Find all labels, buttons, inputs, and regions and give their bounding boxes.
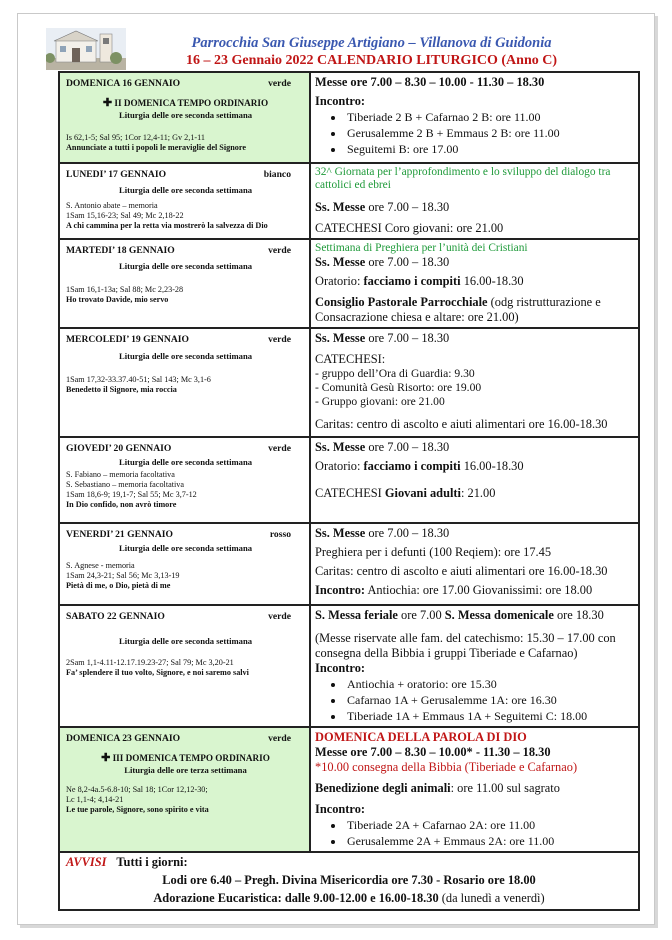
liturgical-color: verde xyxy=(268,443,291,454)
day-cell-left xyxy=(59,437,310,523)
oratorio-activity: facciamo i compiti xyxy=(363,274,461,288)
adorazione-note: (da lunedì a venerdì) xyxy=(441,891,545,905)
avvisi-line2 xyxy=(66,891,632,906)
day-cell-right xyxy=(310,523,639,605)
parish-title: Parrocchia San Giuseppe Artigiano – Villanova di Guidonia xyxy=(191,35,552,51)
motto: Fa’ splendere il tuo volto, Signore, e noi saremo salvi xyxy=(66,668,249,677)
liturgical-color: verde xyxy=(268,245,291,256)
catechesi-label: CATECHESI xyxy=(315,486,382,500)
benedizione-details: : ore 11.00 sul sagrato xyxy=(450,781,560,795)
masses-label: Ss. Messe xyxy=(315,526,366,540)
list-item: - Gruppo giovani: ore 21.00 xyxy=(315,395,445,408)
liturgy-hours: Liturgia delle ore seconda settimana xyxy=(118,185,253,195)
readings: Ne 8,2-4a.5-6.8-10; Sal 18; 1Cor 12,12-30; xyxy=(66,785,208,794)
masses-time: ore 7.00 – 18.30 xyxy=(368,200,450,214)
day-title: LUNEDI’ 17 GENNAIO xyxy=(66,169,167,180)
adorazione-text: Adorazione Eucaristica: dalle 9.00-12.00 e 16.00-18.30 xyxy=(153,891,439,905)
table-row xyxy=(59,328,639,437)
oratorio-label: Oratorio: xyxy=(315,274,361,288)
liturgy-hours: Liturgia delle ore seconda settimana xyxy=(118,457,253,467)
saint: S. Fabiano – memoria facoltativa xyxy=(66,470,175,479)
benedizione-label: Benedizione degli animali xyxy=(315,781,451,795)
avvisi-intro: Tutti i giorni: xyxy=(116,855,188,869)
motto: Pietà di me, o Dio, pietà di me xyxy=(66,581,171,590)
incontro-list xyxy=(315,109,634,157)
liturgy-hours: Liturgia delle ore seconda settimana xyxy=(118,261,253,271)
calendar-title: 16 – 23 Gennaio 2022 CALENDARIO LITURGICO (Anno C) xyxy=(185,53,558,68)
day-title: SABATO 22 GENNAIO xyxy=(66,611,165,622)
masses-time: ore 7.00 – 18.30 xyxy=(368,331,450,345)
day-title: MARTEDI’ 18 GENNAIO xyxy=(66,245,175,256)
motto: Annunciate a tutti i popoli le meraviglie del Signore xyxy=(66,143,246,152)
feast-name: III DOMENICA TEMPO ORDINARIO xyxy=(112,753,270,763)
table-row xyxy=(59,852,639,910)
day-cell-left xyxy=(59,239,310,328)
masses-label: Ss. Messe xyxy=(315,255,366,269)
feriale-label: S. Messa feriale xyxy=(315,608,398,622)
feast-title xyxy=(66,96,305,109)
oratorio-label: Oratorio: xyxy=(315,459,361,473)
table-row xyxy=(59,523,639,605)
oratorio-time: 16.00-18.30 xyxy=(463,274,524,288)
list-item: - gruppo dell’Ora di Guardia: 9.30 xyxy=(315,367,475,380)
cross-icon: ✚ xyxy=(102,97,113,109)
readings: 1Sam 17,32-33.37.40-51; Sal 143; Mc 3,1-6 xyxy=(66,375,211,384)
list-item: • Cafarnao 1A + Gerusalemme 1A: ore 16.30 xyxy=(345,692,634,708)
feriale-time: ore 7.00 xyxy=(401,608,442,622)
liturgical-color: verde xyxy=(268,334,291,345)
readings: Is 62,1-5; Sal 95; 1Cor 12,4-11; Gv 2,1-11 xyxy=(66,133,206,142)
table-row xyxy=(59,727,639,852)
liturgy-hours: Liturgia delle ore seconda settimana xyxy=(118,543,253,553)
catechesi-time: : 21.00 xyxy=(460,486,496,500)
motto: Le tue parole, Signore, sono spirito e vita xyxy=(66,805,209,814)
liturgy-hours: Liturgia delle ore seconda settimana xyxy=(118,110,253,120)
domenicale-label: S. Messa domenicale xyxy=(444,608,554,622)
liturgical-color: verde xyxy=(268,733,291,744)
saint: S. Agnese - memoria xyxy=(66,561,135,570)
incontro-list xyxy=(315,817,634,849)
preghiera: Preghiera per i defunti (100 Reqiem): ore 17.45 xyxy=(315,545,552,559)
incontro-details: Antiochia: ore 17.00 Giovanissimi: ore 18.00 xyxy=(367,583,593,597)
day-title: DOMENICA 16 GENNAIO xyxy=(66,78,181,89)
caritas: Caritas: centro di ascolto e aiuti alimentari ore 16.00-18.30 xyxy=(315,417,608,431)
special-note: Settimana di Preghiera per l’unità dei Cristiani xyxy=(315,242,528,254)
table-row xyxy=(59,72,639,163)
domenicale-time: ore 18.30 xyxy=(556,608,604,622)
oratorio-activity: facciamo i compiti xyxy=(363,459,461,473)
day-title: GIOVEDI’ 20 GENNAIO xyxy=(66,443,172,454)
readings: 1Sam 18,6-9; 19,1-7; Sal 55; Mc 3,7-12 xyxy=(66,490,197,499)
table-row xyxy=(59,239,639,328)
liturgy-hours: Liturgia delle ore seconda settimana xyxy=(118,351,253,361)
catechesi-label: CATECHESI: xyxy=(315,352,386,366)
day-cell-left xyxy=(59,328,310,437)
list-item: • Antiochia + oratorio: ore 15.30 xyxy=(345,676,634,692)
liturgical-color: verde xyxy=(268,611,291,622)
avvisi-line1: Lodi ore 6.40 – Pregh. Divina Misericordia ore 7.30 - Rosario ore 18.00 xyxy=(162,873,536,887)
day-cell-left xyxy=(59,523,310,605)
masses: Messe ore 7.00 – 8.30 – 10.00 - 11.30 – 18.30 xyxy=(315,75,545,89)
liturgy-hours: Liturgia delle ore seconda settimana xyxy=(118,636,253,646)
day-title: DOMENICA 23 GENNAIO xyxy=(66,733,181,744)
day-title: VENERDI’ 21 GENNAIO xyxy=(66,529,173,540)
masses-time: ore 7.00 – 18.30 xyxy=(368,440,450,454)
readings: Lc 1,1-4; 4,14-21 xyxy=(66,795,124,804)
oratorio-time: 16.00-18.30 xyxy=(463,459,524,473)
incontro-label: Incontro: xyxy=(315,583,366,597)
day-cell-right xyxy=(310,727,639,852)
masses-label: Ss. Messe xyxy=(315,200,366,214)
asterisk-note: *10.00 consegna della Bibbia (Tiberiade e Cafarnao) xyxy=(315,760,578,774)
church-logo-image xyxy=(46,28,126,70)
day-cell-left xyxy=(59,727,310,852)
masses: Messe ore 7.00 – 8.30 – 10.00* - 11.30 – 18.30 xyxy=(315,745,551,759)
day-cell-left xyxy=(59,72,310,163)
incontro-label: Incontro: xyxy=(315,661,366,675)
liturgical-color: bianco xyxy=(263,169,291,180)
special-day-title: DOMENICA DELLA PAROLA DI DIO xyxy=(315,730,527,744)
list-item: • Seguitemi B: ore 17.00 xyxy=(345,141,634,157)
day-cell-right xyxy=(310,605,639,727)
liturgical-calendar-table xyxy=(58,71,640,911)
list-item: • Tiberiade 2 B + Cafarnao 2 B: ore 11.00 xyxy=(345,109,634,125)
motto: In Dio confido, non avrò timore xyxy=(66,500,177,509)
saint: S. Sebastiano – memoria facoltativa xyxy=(66,480,185,489)
feast-title xyxy=(66,751,305,764)
avvisi-cell xyxy=(59,852,639,910)
readings: 1Sam 24,3-21; Sal 56; Mc 3,13-19 xyxy=(66,571,180,580)
incontro-label: Incontro: xyxy=(315,802,366,816)
catechesi-group: Giovani adulti xyxy=(384,486,461,500)
readings: 1Sam 16,1-13a; Sal 88; Mc 2,23-28 xyxy=(66,285,184,294)
readings: 2Sam 1,1-4.11-12.17.19.23-27; Sal 79; Mc 3,20-21 xyxy=(66,658,234,667)
feast-name: II DOMENICA TEMPO ORDINARIO xyxy=(114,98,269,108)
masses-label: Ss. Messe xyxy=(315,331,366,345)
masses-time: ore 7.00 – 18.30 xyxy=(368,255,450,269)
day-cell-right xyxy=(310,163,639,239)
motto: Ho trovato Davide, mio servo xyxy=(66,295,169,304)
incontro-list xyxy=(315,676,634,724)
saint: S. Antonio abate – memoria xyxy=(66,201,158,210)
table-row xyxy=(59,163,639,239)
special-note: 32^ Giornata per l’approfondimento e lo sviluppo del dialogo tra cattolici ed ebrei xyxy=(315,166,611,191)
list-item: • Gerusalemme 2 B + Emmaus 2 B: ore 11.00 xyxy=(345,125,634,141)
cross-icon: ✚ xyxy=(101,752,111,764)
catechesi: CATECHESI Coro giovani: ore 21.00 xyxy=(315,221,504,235)
day-title: MERCOLEDI’ 19 GENNAIO xyxy=(66,334,189,345)
day-cell-right xyxy=(310,437,639,523)
riservate-note: (Messe riservate alle fam. del catechismo: 15.30 – 17.00 con consegna della Bibbia i gruppi Tiberiade e Cafarnao) xyxy=(315,631,616,660)
list-item: • Gerusalemme 2A + Emmaus 2A: ore 11.00 xyxy=(345,833,634,849)
motto: Benedetto il Signore, mia roccia xyxy=(66,385,177,394)
masses-time: ore 7.00 – 18.30 xyxy=(368,526,450,540)
table-row xyxy=(59,437,639,523)
caritas: Caritas: centro di ascolto e aiuti alimentari ore 16.00-18.30 xyxy=(315,564,608,578)
day-cell-right xyxy=(310,72,639,163)
liturgical-color: verde xyxy=(268,78,291,89)
day-cell-right xyxy=(310,328,639,437)
motto: A chi cammina per la retta via mostrerò la salvezza di Dio xyxy=(66,221,268,230)
avvisi-label: AVVISI xyxy=(66,855,107,869)
table-row xyxy=(59,605,639,727)
liturgy-hours: Liturgia delle ore terza settimana xyxy=(124,765,247,775)
day-cell-right xyxy=(310,239,639,328)
consiglio-details: (odg ristrutturazione e Consacrazione chiesa e altare: ore 21.00) xyxy=(315,295,601,324)
readings: 1Sam 15,16-23; Sal 49; Mc 2,18-22 xyxy=(66,211,184,220)
consiglio-label: Consiglio Pastorale Parrocchiale xyxy=(315,295,488,309)
day-cell-left xyxy=(59,163,310,239)
list-item: • Tiberiade 2A + Cafarnao 2A: ore 11.00 xyxy=(345,817,634,833)
day-cell-left xyxy=(59,605,310,727)
list-item: - Comunità Gesù Risorto: ore 19.00 xyxy=(315,381,482,394)
liturgical-color: rosso xyxy=(269,529,291,540)
list-item: • Tiberiade 1A + Emmaus 1A + Seguitemi C: 18.00 xyxy=(345,708,634,724)
masses-label: Ss. Messe xyxy=(315,440,366,454)
incontro-label: Incontro: xyxy=(315,94,366,108)
